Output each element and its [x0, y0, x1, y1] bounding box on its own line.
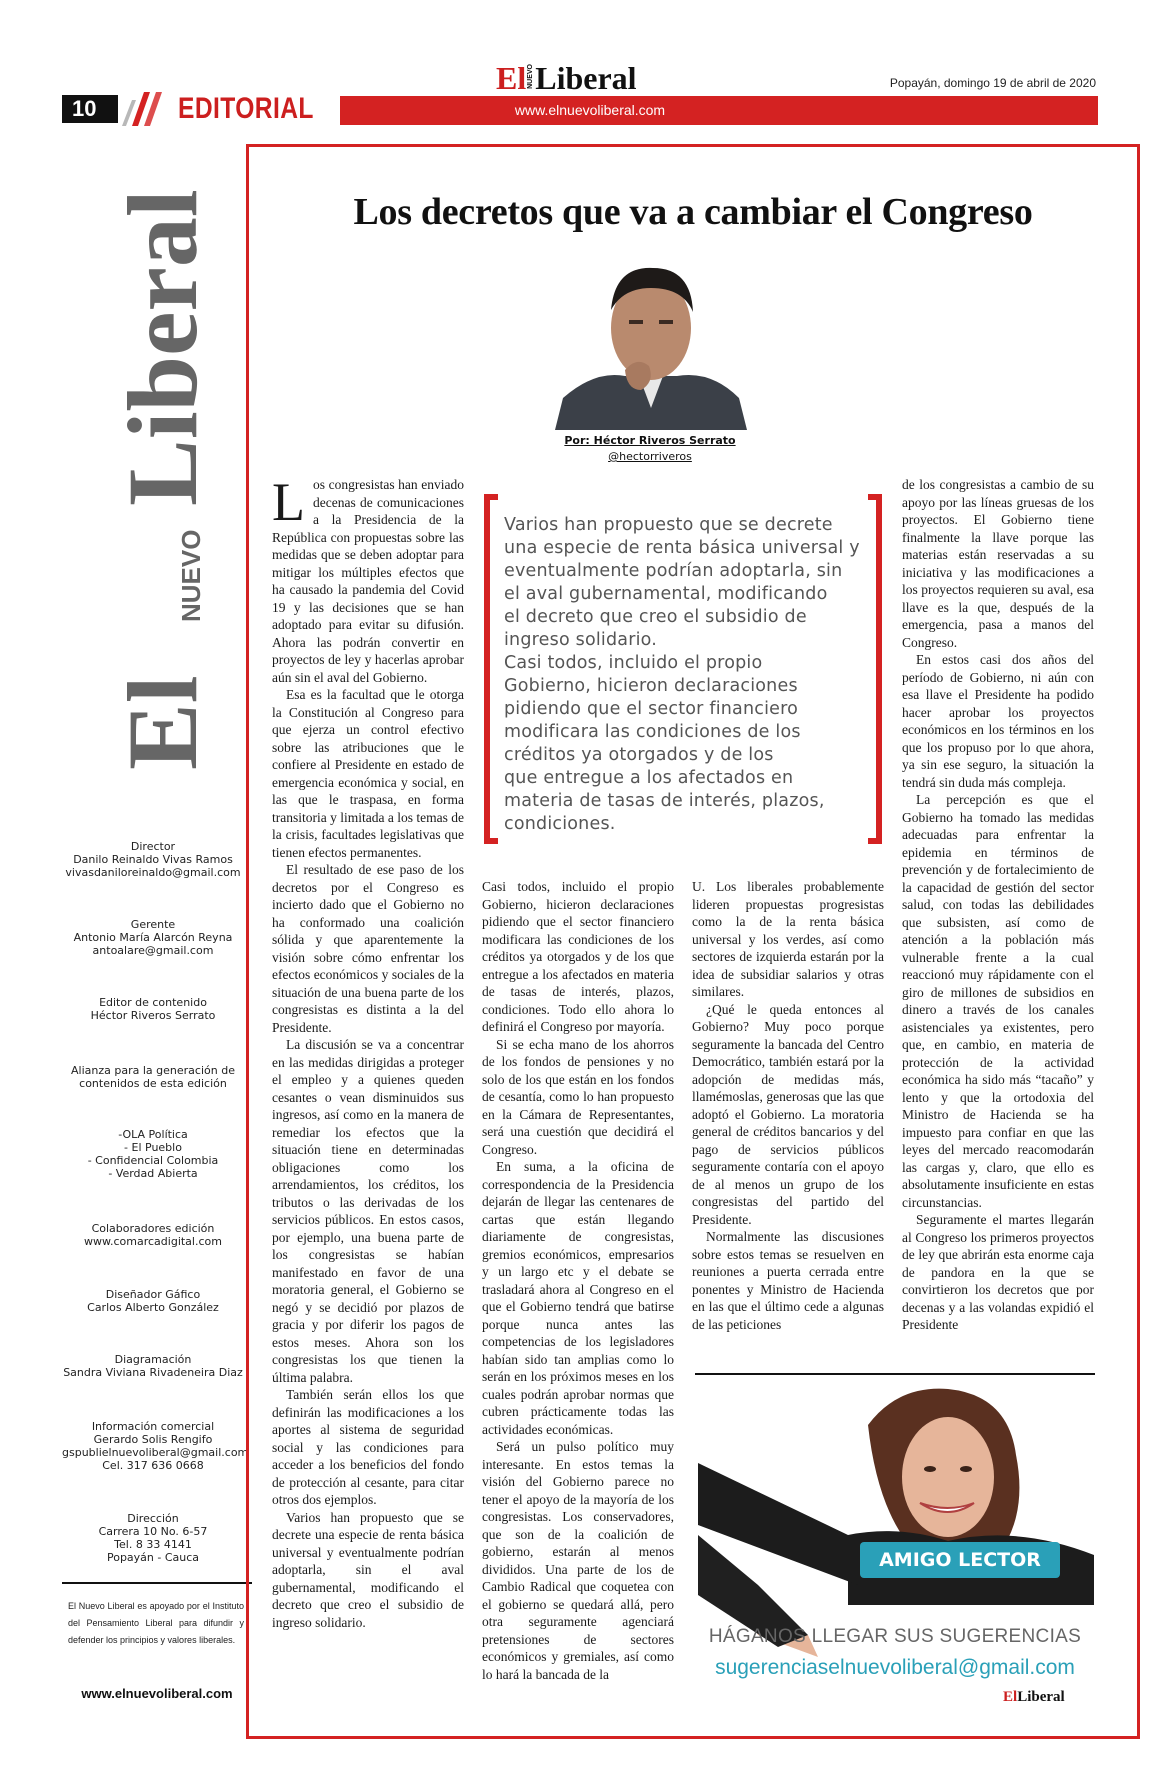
- staff-line: Diseñador Gáfico: [105, 1288, 201, 1301]
- paragraph: Seguramente el martes llegarán al Congreso los primeros proyectos de ley que abrirán esta enorme caja de pandora en la que se convirtieron los decretos que por decenas y a las volandas expidió el Presidente: [902, 1212, 1094, 1332]
- paragraph: ¿Qué le queda entonces al Gobierno? Muy poco porque seguramente la bancada del Centro Democrático, también estará por la adopción de medidas más, llamémoslas, generosas que las que adoptó el Gobierno. La moratoria general de créditos bancarios y del pago de servicios públicos seguramente contaría con el apoyo de al menos un grupo de los congresistas del partido del Presidente.: [692, 1001, 884, 1227]
- paragraph: Casi todos, incluido el propio Gobierno, hicieron declaraciones pidiendo que el sector financiero modificara las condiciones de los créditos ya otorgados y de los que entregue a los afectados en materia de tasas de interés, plazos, condiciones. Todo ello ahora lo definirá el Congreso por mayoría.: [482, 879, 674, 1034]
- staff-line: Popayán - Cauca: [106, 1551, 200, 1564]
- pullquote-bracket-left: [484, 494, 498, 844]
- vertical-masthead-logo: [96, 189, 218, 770]
- masthead-logo: [496, 60, 637, 94]
- staff-line: contenidos de esta edición: [79, 1077, 227, 1090]
- staff-line: vivasdaniloreinaldo@gmail.com: [65, 866, 241, 879]
- pullquote-line: Gobierno, hicieron declaraciones: [504, 676, 798, 696]
- staff-line: Carrera 10 No. 6-57: [98, 1525, 208, 1538]
- staff-line: Gerardo Solis Rengifo: [93, 1433, 213, 1446]
- staff-entry: [62, 1128, 244, 1180]
- staff-line: Colaboradores edición: [91, 1222, 215, 1235]
- staff-line: Tel. 8 33 4141: [114, 1538, 192, 1551]
- paragraph: También serán ellos los que definirán las modificaciones a los aportes al sistema de seguridad social y las condiciones para acceder a los beneficios del fondo de protección al cesante, para citar otros dos ejemplos.: [272, 1387, 464, 1507]
- article-headline: Los decretos que va a cambiar el Congreso: [353, 191, 1033, 233]
- author-photo: [555, 258, 747, 430]
- staff-line: Editor de contenido: [99, 996, 207, 1009]
- sidebar-divider: [62, 1582, 252, 1584]
- pullquote-line: materia de tasas de interés, plazos,: [504, 791, 825, 811]
- masthead-nuevo: NUEVO: [527, 64, 535, 89]
- ad-divider: [695, 1373, 1095, 1375]
- staff-line: Director: [130, 840, 176, 853]
- staff-line: Cel. 317 636 0668: [102, 1459, 204, 1472]
- paragraph: Normalmente las discusiones sobre estos temas se resuelven en reuniones a puerta cerrada entre ponentes y Ministro de Hacienda en las que el último cede a algunas de las peticiones: [692, 1229, 884, 1332]
- paragraph: La percepción es que el Gobierno ha tomado las medidas adecuadas para enfrentar la epidemia en términos de prevención y de fortalecimiento de la capacidad de gestión del sector salud, con todas las debilidades que subsisten, así como de atención a la población más vulnerable frente a la cual reaccionó muy rápidamente con el giro de millones de subsidios en dinero a través de los canales asistenciales ya existentes, pero que, en cambio, en materia de protección de la actividad económica ha sido más “tacaño” y lento y que la ortodoxia del Ministro de Hacienda se ha impuesto para confiar en que las leyes del mercado reacomodarán las cargas y, claro, que ello es absolutamente insuficiente en estas circunstancias.: [902, 792, 1094, 1210]
- pullquote: [504, 514, 866, 836]
- article-column-4: [902, 476, 1094, 1344]
- staff-entry: [62, 1288, 244, 1314]
- dateline: Popayán, domingo 19 de abril de 2020: [889, 76, 1096, 90]
- staff-line: Gerente: [130, 918, 176, 931]
- vertical-logo-liberal: Liberal: [107, 189, 218, 506]
- staff-line: -OLA Política: [118, 1128, 188, 1141]
- staff-entry: [62, 840, 244, 879]
- staff-line: Carlos Alberto González: [87, 1301, 219, 1314]
- slash-decoration-icon: [118, 92, 168, 126]
- paragraph: Si se echa mano de los ahorros de los fondos de pensiones y no solo de los que están en los fondos de cesantía, como lo han propuesto en la Cámara de Representantes, será una cuestión que decidirá el Congreso.: [482, 1036, 674, 1157]
- ad-email-link[interactable]: sugerenciaselnuevoliberal@gmail.com: [715, 1656, 1075, 1679]
- drop-cap: L: [272, 472, 305, 532]
- staff-entry: [62, 1353, 244, 1379]
- staff-line: - Verdad Abierta: [108, 1167, 198, 1180]
- pullquote-line: el decreto que creo el subsidio de: [504, 607, 807, 627]
- staff-entry: [62, 1512, 244, 1564]
- header-url[interactable]: www.elnuevoliberal.com: [514, 102, 666, 118]
- ad-logo-el: El: [1003, 1689, 1018, 1705]
- vertical-logo-el: El: [107, 675, 218, 770]
- paragraph: de los congresistas a cambio de su apoyo por las líneas gruesas de los proyectos. El Gobierno tiene finalmente la llave porque las materias están reservadas a su iniciativa y las modificaciones a los proyectos requieren su aval, esa llave es la que, después de la emergencia, pasa a manos del Congreso.: [902, 477, 1094, 650]
- pullquote-line: una especie de renta básica universal y: [504, 538, 860, 558]
- paragraph: Será un pulso político muy interesante. En estos temas la visión del Gobierno parece no tener el apoyo de la mayoría de los congresistas. Los conservadores, que son de la coalición de gobierno, estarán al menos divididos. Una parte de los de Cambio Radical que coquetea con el gobierno se quedará allá, pero otra seguramente agenciará pretensiones de sectores económicos y gremiales, así como lo hará la bancada de la: [482, 1439, 674, 1682]
- page-number: 10: [62, 95, 118, 123]
- paragraph: U. Los liberales probablemente lideren propuestas progresistas como la de la renta básica universal y los verdes, así como sectores de izquierda estarán por la idea de subsidiar salarios y otras similares.: [692, 879, 884, 999]
- staff-entry: [62, 996, 244, 1022]
- author-handle[interactable]: @hectorriveros: [608, 450, 692, 463]
- pullquote-line: que entregue a los afectados en: [504, 768, 794, 788]
- pullquote-line: pidiendo que el sector financiero: [504, 699, 799, 719]
- pullquote-line: condiciones.: [504, 814, 616, 834]
- paragraph: El resultado de ese paso de los decretos por el Congreso es incierto dado que el Gobierno no ha conformado una coalición sólida y que aparentemente la visión sobre cómo enfrentar los efectos económicos y sociales de la situación de una buena parte de los congresistas es distinta a la del Presidente.: [272, 862, 464, 1035]
- support-note: El Nuevo Liberal es apoyado por el Instituto del Pensamiento Liberal para difundir y defender los principios y valores liberales.: [68, 1601, 244, 1645]
- sidebar-url[interactable]: www.elnuevoliberal.com: [81, 1686, 233, 1701]
- pullquote-line: Casi todos, incluido el propio: [504, 653, 763, 673]
- paragraph: La discusión se va a concentrar en las medidas dirigidas a proteger el empleo y a quienes queden cesantes o vean disminuidos sus ingresos, así como en la manera de remediar los efectos que la situación tiene en determinadas obligaciones como los arrendamientos, los créditos, los tributos o las derivadas de los servicios públicos. En estos casos, por ejemplo, una buena parte de los congresistas se habían manifestado en favor de una moratoria general, el Gobierno se negó y se decidió por plazos de gracia y por diferir los pagos de estos meses. Ahora son los congresistas los que tienen la última palabra.: [272, 1037, 464, 1385]
- paragraph: os congresistas han enviado decenas de comunicaciones a la Presidencia de la República con propuestas sobre las medidas que se deben adoptar para mitigar los múltiples efectos que ha causado la pandemia del Covid 19 y las decisiones que se han adoptado para evitar su difusión. Ahora las podrán convertir en proyectos de ley y hacerlas aprobar aún sin el aval del Gobierno.: [272, 477, 464, 685]
- staff-entry: [62, 1222, 244, 1248]
- pullquote-line: créditos ya otorgados y de los: [504, 745, 774, 765]
- staff-line: - El Pueblo: [124, 1141, 182, 1154]
- staff-line: - Confidencial Colombia: [87, 1154, 219, 1167]
- staff-entry: [62, 1064, 244, 1090]
- staff-line: Dirección: [127, 1512, 179, 1525]
- pullquote-line: modificara las condiciones de los: [504, 722, 801, 742]
- staff-line: Alianza para la generación de: [71, 1064, 235, 1077]
- pullquote-line: eventualmente podrían adoptarla, sin: [504, 561, 843, 581]
- staff-line: Diagramación: [114, 1353, 192, 1366]
- ad-logo: [1003, 1688, 1065, 1706]
- masthead-liberal: Liberal: [535, 60, 637, 96]
- staff-entry: [62, 1420, 249, 1472]
- staff-line: gspublielnuevoliberal@gmail.com: [62, 1446, 249, 1459]
- pullquote-line: ingreso solidario.: [504, 630, 658, 650]
- ad-badge: AMIGO LECTOR: [860, 1542, 1060, 1578]
- staff-line: Antonio María Alarcón Reyna: [73, 931, 233, 944]
- vertical-logo-nuevo: NUEVO: [176, 529, 206, 622]
- staff-line: antoalare@gmail.com: [92, 944, 214, 957]
- paragraph: En suma, a la oficina de correspondencia de la Presidencia dejarán de llegar las centenares de cartas que están llegando diariamente de congresistas, gremios económicos, empresarios y un largo etc y el debate se trasladará ahora al Congreso en el que el Gobierno tendrá que batirse porque nunca antes las competencias de los legisladores habían sido tan amplias como lo serán en los próximos meses en los cuales podrán aprobar normas que cubren prácticamente todas las actividades económicas.: [482, 1159, 674, 1437]
- paragraph: Esa es la facultad que le otorga la Constitución al Congreso para que ejerza un control efectivo sobre las atribuciones que le confiere al Presidente en estado de emergencia económica y social, en las que le traspasa, en forma transitoria y limitada a los temas de la crisis, facultades legislativas que tienen efectos permanentes.: [272, 687, 464, 860]
- staff-entry: [62, 918, 244, 957]
- staff-line: Sandra Viviana Rivadeneira Diaz: [63, 1366, 243, 1379]
- pullquote-bracket-right: [868, 494, 882, 844]
- ad-logo-liberal: Liberal: [1017, 1689, 1065, 1705]
- author-name: Por: Héctor Riveros Serrato: [564, 434, 736, 447]
- staff-line: Información comercial: [91, 1420, 215, 1433]
- pullquote-line: Varios han propuesto que se decrete: [504, 515, 833, 535]
- paragraph: En estos casi dos años del período de Gobierno, ni aún con esa llave el Presidente ha podido hacer aprobar los proyectos económicos en los términos en los que los propuso por lo que ahora, ya sin ese seguro, la situación la tendrá sin duda más compleja.: [902, 652, 1094, 790]
- ad-headline: HÁGANOS LLEGAR SUS SUGERENCIAS: [708, 1626, 1082, 1647]
- paragraph: Varios han propuesto que se decrete una especie de renta básica universal y eventualmente podrían adoptarla, sin el aval gubernamental, modificando el decreto que creo el subsidio de ingreso solidario.: [272, 1509, 464, 1630]
- staff-line: www.comarcadigital.com: [84, 1235, 222, 1248]
- staff-line: Héctor Riveros Serrato: [90, 1009, 216, 1022]
- byline: [550, 433, 750, 465]
- article-column-1: [272, 472, 464, 1720]
- masthead-el: El: [496, 60, 527, 96]
- section-label: EDITORIAL: [178, 92, 314, 125]
- staff-line: Danilo Reinaldo Vivas Ramos: [73, 853, 233, 866]
- article-column-2: [482, 878, 674, 1720]
- article-column-3: [692, 878, 884, 1344]
- pullquote-line: el aval gubernamental, modificando: [504, 584, 828, 604]
